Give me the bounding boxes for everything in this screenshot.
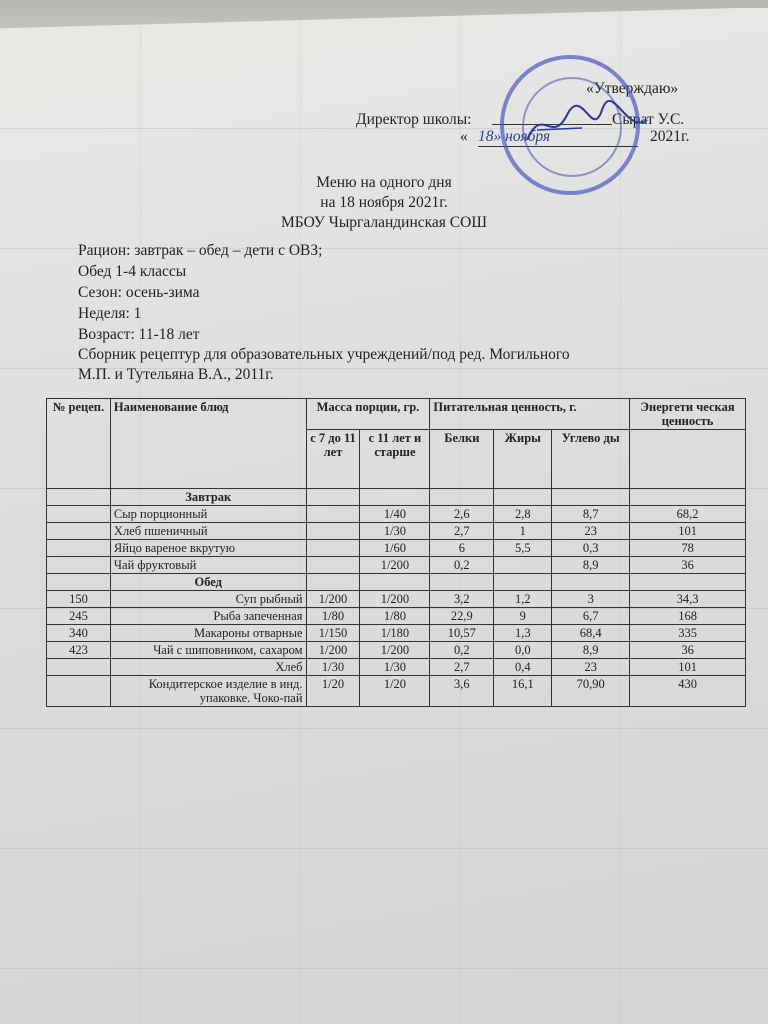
- section-label-breakfast: Завтрак: [110, 489, 306, 506]
- table-row: [47, 642, 746, 659]
- cell-dish-name: Рыба запеченная: [110, 608, 306, 625]
- cell-mass-7-11: [306, 540, 360, 557]
- cell-carbs: 8,9: [552, 557, 630, 574]
- cell-recipe-num: [47, 540, 111, 557]
- cell-energy: 34,3: [630, 591, 746, 608]
- cell-fat: 5,5: [494, 540, 552, 557]
- col-fat: Жиры: [494, 430, 552, 489]
- cell-mass-11-plus: 1/30: [360, 523, 430, 540]
- cell-protein: 22,9: [430, 608, 494, 625]
- cell-dish-name: Хлеб: [110, 659, 306, 676]
- cell-dish-name: Кондитерское изделие в инд. упаковке. Чоко-пай: [110, 676, 306, 707]
- date-year: 2021г.: [650, 128, 690, 145]
- table-row: [47, 557, 746, 574]
- cell-dish-name: Яйцо вареное вкрутую: [110, 540, 306, 557]
- cell-fat: 1,3: [494, 625, 552, 642]
- cell-mass-11-plus: 1/40: [360, 506, 430, 523]
- cell-mass-7-11: [306, 523, 360, 540]
- col-age-7-11: с 7 до 11 лет: [306, 430, 360, 489]
- info-ration: Рацион: завтрак – обед – дети с ОВЗ;: [78, 242, 323, 259]
- cell-energy: 101: [630, 523, 746, 540]
- cell-carbs: 3: [552, 591, 630, 608]
- cell-carbs: 23: [552, 523, 630, 540]
- col-age-11-plus: с 11 лет и старше: [360, 430, 430, 489]
- cell-dish-name: Макароны отварные: [110, 625, 306, 642]
- cell-protein: 6: [430, 540, 494, 557]
- cell-fat: 0,0: [494, 642, 552, 659]
- cell-mass-11-plus: 1/180: [360, 625, 430, 642]
- cell-dish-name: Суп рыбный: [110, 591, 306, 608]
- info-age: Возраст: 11-18 лет: [78, 326, 200, 343]
- cell-fat: 16,1: [494, 676, 552, 707]
- cell-mass-11-plus: 1/80: [360, 608, 430, 625]
- director-name: Сырат У.С.: [612, 111, 685, 128]
- table-row: [47, 608, 746, 625]
- cell-mass-11-plus: 1/200: [360, 642, 430, 659]
- title-line-3: МБОУ Чыргаландинская СОШ: [281, 214, 487, 231]
- cell-protein: 2,7: [430, 523, 494, 540]
- date-handwritten: 18» ноября: [478, 128, 638, 147]
- director-signature: [522, 100, 652, 150]
- cell-dish-name: Чай фруктовый: [110, 557, 306, 574]
- cell-dish-name: Чай с шиповником, сахаром: [110, 642, 306, 659]
- cell-protein: 0,2: [430, 642, 494, 659]
- cell-mass-11-plus: 1/60: [360, 540, 430, 557]
- cell-energy: 78: [630, 540, 746, 557]
- cell-carbs: 8,7: [552, 506, 630, 523]
- cell-fat: 2,8: [494, 506, 552, 523]
- cell-recipe-num: 150: [47, 591, 111, 608]
- cell-mass-11-plus: 1/20: [360, 676, 430, 707]
- cell-protein: 3,6: [430, 676, 494, 707]
- cell-fat: 0,4: [494, 659, 552, 676]
- cell-fat: [494, 557, 552, 574]
- cell-carbs: 68,4: [552, 625, 630, 642]
- cell-mass-11-plus: 1/30: [360, 659, 430, 676]
- col-portion: Масса порции, гр.: [306, 399, 430, 430]
- cell-mass-7-11: 1/80: [306, 608, 360, 625]
- col-recipe: № рецеп.: [47, 399, 111, 489]
- title-line-2: на 18 ноября 2021г.: [320, 194, 448, 211]
- table-row: [47, 523, 746, 540]
- cell-recipe-num: [47, 523, 111, 540]
- info-season: Сезон: осень-зима: [78, 284, 200, 301]
- cell-recipe-num: 423: [47, 642, 111, 659]
- date-prefix: «: [460, 128, 468, 145]
- cell-energy: 168: [630, 608, 746, 625]
- cell-protein: 2,7: [430, 659, 494, 676]
- cell-mass-11-plus: 1/200: [360, 557, 430, 574]
- col-carbs: Углево ды: [552, 430, 630, 489]
- cell-mass-7-11: [306, 506, 360, 523]
- cell-energy: 335: [630, 625, 746, 642]
- cell-energy: 68,2: [630, 506, 746, 523]
- table-row: [47, 506, 746, 523]
- section-row-breakfast: [47, 489, 746, 506]
- cell-recipe-num: 245: [47, 608, 111, 625]
- col-dish: Наименование блюд: [110, 399, 306, 489]
- info-source-1: Сборник рецептур для образовательных учреждений/под ред. Могильного: [78, 346, 570, 363]
- table-row: [47, 659, 746, 676]
- info-week: Неделя: 1: [78, 305, 142, 322]
- cell-carbs: 6,7: [552, 608, 630, 625]
- cell-mass-7-11: 1/200: [306, 642, 360, 659]
- header-row-1: [47, 399, 746, 430]
- cell-recipe-num: [47, 659, 111, 676]
- cell-recipe-num: [47, 557, 111, 574]
- cell-protein: 10,57: [430, 625, 494, 642]
- cell-energy: 430: [630, 676, 746, 707]
- director-label: Директор школы:: [356, 111, 472, 128]
- cell-fat: 9: [494, 608, 552, 625]
- col-energy-sub: [630, 430, 746, 489]
- cell-carbs: 8,9: [552, 642, 630, 659]
- cell-protein: 2,6: [430, 506, 494, 523]
- cell-mass-7-11: 1/150: [306, 625, 360, 642]
- cell-mass-11-plus: 1/200: [360, 591, 430, 608]
- cell-protein: 3,2: [430, 591, 494, 608]
- cell-recipe-num: [47, 506, 111, 523]
- col-protein: Белки: [430, 430, 494, 489]
- table-row: [47, 591, 746, 608]
- table-row: [47, 540, 746, 557]
- cell-fat: 1,2: [494, 591, 552, 608]
- cell-carbs: 23: [552, 659, 630, 676]
- cell-mass-7-11: 1/30: [306, 659, 360, 676]
- cell-dish-name: Сыр порционный: [110, 506, 306, 523]
- cell-carbs: 70,90: [552, 676, 630, 707]
- approve-label: «Утверждаю»: [586, 80, 679, 97]
- title-line-1: Меню на одного дня: [316, 174, 452, 191]
- col-nutrition: Питательная ценность, г.: [430, 399, 630, 430]
- cell-fat: 1: [494, 523, 552, 540]
- menu-table: [46, 398, 746, 707]
- col-energy: Энергети ческая ценность: [630, 399, 746, 430]
- cell-mass-7-11: 1/200: [306, 591, 360, 608]
- cell-protein: 0,2: [430, 557, 494, 574]
- cell-energy: 101: [630, 659, 746, 676]
- cell-energy: 36: [630, 557, 746, 574]
- section-label-lunch: Обед: [110, 574, 306, 591]
- info-source-2: М.П. и Тутельяна В.А., 2011г.: [78, 366, 274, 383]
- info-classes: Обед 1-4 классы: [78, 263, 187, 280]
- cell-recipe-num: 340: [47, 625, 111, 642]
- table-row: [47, 676, 746, 707]
- cell-mass-7-11: [306, 557, 360, 574]
- cell-energy: 36: [630, 642, 746, 659]
- table-row: [47, 625, 746, 642]
- cell-recipe-num: [47, 676, 111, 707]
- cell-mass-7-11: 1/20: [306, 676, 360, 707]
- cell-carbs: 0,3: [552, 540, 630, 557]
- cell-dish-name: Хлеб пшеничный: [110, 523, 306, 540]
- section-row-lunch: [47, 574, 746, 591]
